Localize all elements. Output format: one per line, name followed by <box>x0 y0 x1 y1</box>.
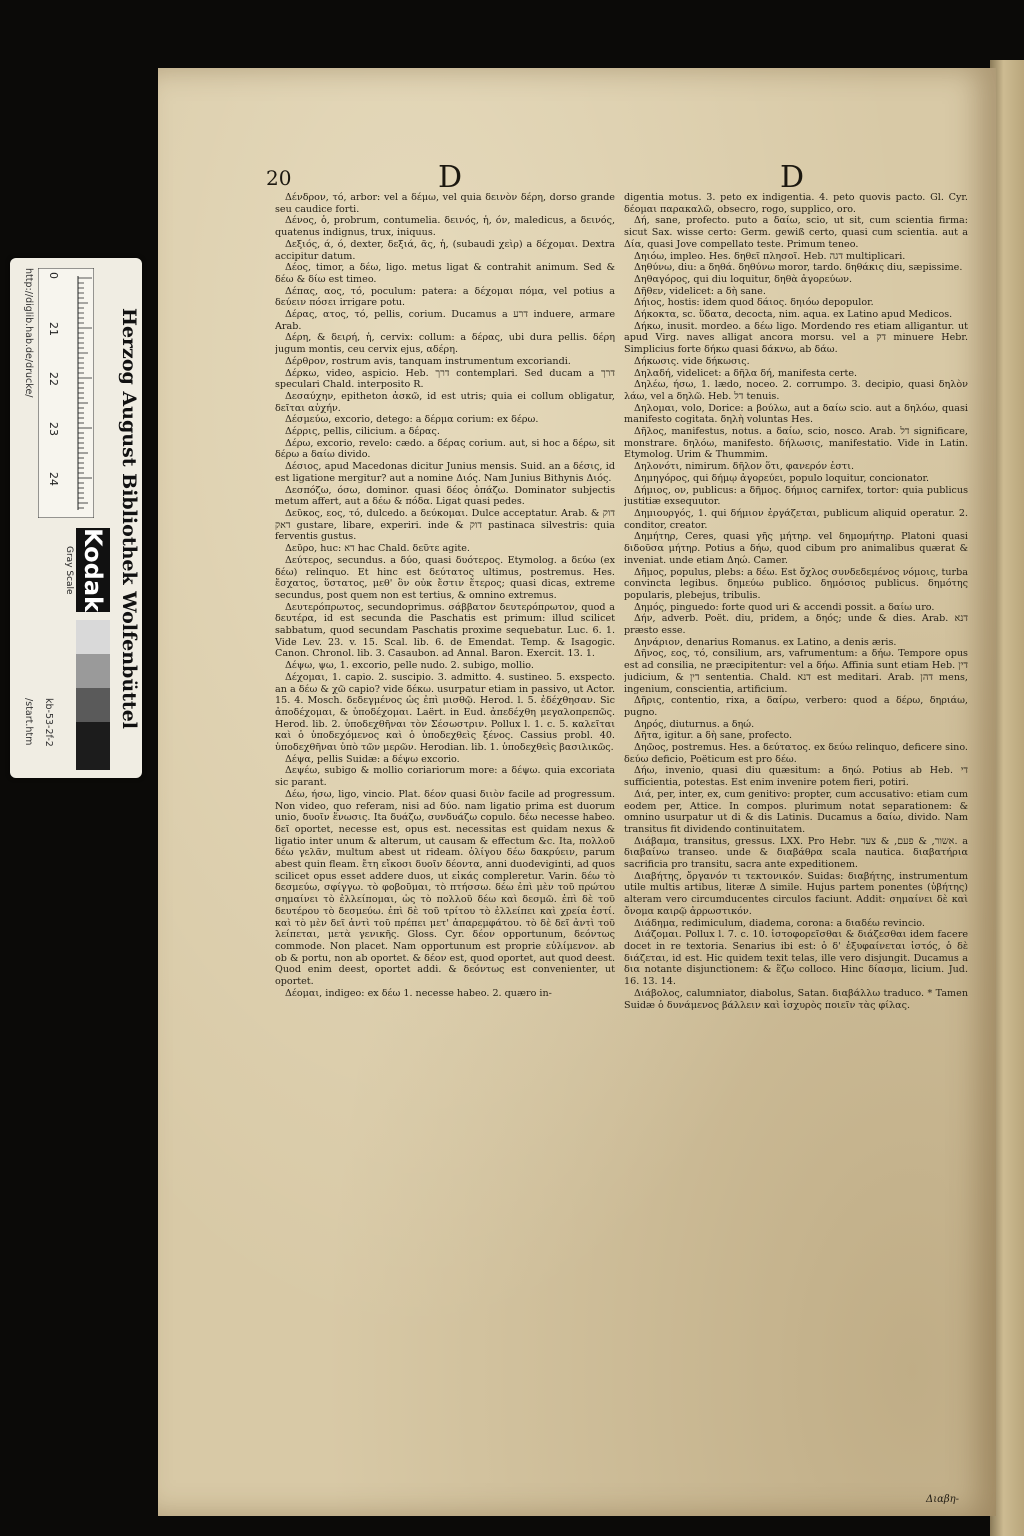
dictionary-entry: Δημιουργός, 1. qui δήμιον ἐργάζεται, publicum aliquid operatur. 2. conditor, creator. <box>624 507 968 531</box>
ruler-number-24: 24 <box>47 472 60 486</box>
dictionary-entry: Δῆλος, manifestus, notus. a δαίω, scio, nosco. Arab. דל significare, monstrare. δηλόω, manifesto. δήλωσις, manifestatio. Vide in Latin. Etymolog. Urim & Thummim. <box>624 426 968 461</box>
dictionary-entry: Δέομαι, indigeo: ex δέω 1. necesse habeo. 2. quæro in- <box>285 987 552 999</box>
dictionary-entry: Διάβαμα, transitus, gressus. LXX. Pro Hebr. אשור, & פעם, & צעד. a διαβαίνω transeo. unde & διαβάθρα scala nautica. διαβατήρια sacrificia pro transitu, sacra ante expeditionem. <box>624 835 968 871</box>
dictionary-entry: Δέχομαι, 1. capio. 2. suscipio. 3. admitto. 4. sustineo. 5. exspecto. an a δέω & χῶ capio? vide δέκω. usurpatur etiam in passivo, ut Actor. 15. 4. Mosch. δεδεγμένος ὡς ἐπὶ μισθῷ. Herod. l. 5. ἐδέχθησαν. Sic ἀποδέχομαι, & ὑποδέχομαι. Laërt. in Eud. ἀπεδέχθη μεγαλοπρεπῶς. Herod. lib. 2. ὑποδεχθῆναι τὸν Σέσωστριν. Pollux l. 1. c. 5. καλεῖται καὶ ὁ ὑποδεχόμενος καὶ ὁ ὑποδεχθεὶς ξένος. Cassius probl. 40. ὑποδεχθῆναι ὑπὸ τῶν μερῶν. Herodian. lib. 1. ὑποδεχθεὶς βασιλικῶς. <box>275 671 615 754</box>
dictionary-entry: Δεῦκος, εος, τό, dulcedo. a δεύκομαι. Dulce acceptatur. Arab. דוק & דאק gustare, libare, experiri. inde & דוק pastinaca silvestris: quia ferventis gustus. <box>275 507 615 543</box>
dictionary-entry: Δέσιος, apud Macedonas dicitur Junius mensis. Suid. an a δέσις, id est ligatione mergitur? aut a nomine Διός. Nam Junius Bithynis Διός. <box>275 461 615 484</box>
catchword: Διαβη- <box>926 1494 960 1505</box>
dictionary-entry: Δῆμος, populus, plebs: a δέω. Est ὄχλος συνδεδεμένος νόμοις, turba convincta legibus. δημεύω publico. δημόσιος publicus. δημότης popularis, plebejus, tribulis. <box>624 566 968 601</box>
ruler-number-22: 22 <box>47 372 60 386</box>
dictionary-entry: Δένος, ὁ, probrum, contumelia. δεινός, ἡ, όν, maledicus, a δεινός, quatenus indignus, trux, iniquus. <box>275 215 615 239</box>
dictionary-entry: Δέρη, & δειρή, ἡ, cervix: collum: a δέρας, ubi dura pellis. δέρη jugum montis, ceu cervix ejus, αδέρη. <box>275 332 615 356</box>
gray-swatch-3 <box>76 688 110 722</box>
dictionary-entry: Δήμιος, ον, publicus: a δῆμος. δήμιος carnifex, tortor: quia publicus justitiæ exsequutor. <box>624 484 968 508</box>
running-head-left: D <box>438 160 464 195</box>
dictionary-entry: Δηλαδή, videlicet: a δῆλα δή, manifesta certe. <box>634 367 858 379</box>
dictionary-entry: digentia motus. 3. peto ex indigentia. 4. peto quovis pacto. Gl. Cyr. δέομαι παρακαλῶ, obsecro, rogo, supplico, oro. <box>624 192 968 215</box>
library-color-strip <box>10 258 142 778</box>
dictionary-entry: Δέρθρον, rostrum avis, tanquam instrumentum excoriandi. <box>285 355 571 367</box>
running-head-right: D <box>780 160 806 195</box>
dictionary-entry: Δέπας, αος, τό, poculum: patera: a δέχομαι πόμα, vel potius a δεύειν πόσει irrigare potu. <box>275 285 615 309</box>
dictionary-entry: Δήιος, hostis: idem quod δάιος. δηιόω depopulor. <box>634 297 874 309</box>
gray-swatch-4 <box>76 722 110 770</box>
dictionary-entry: Δήκοκτα, sc. ὕδατα, decocta, nim. aqua. ex Latino apud Medicos. <box>634 309 953 321</box>
dictionary-entry: Δέρρις, pellis, cilicium. a δέρας. <box>285 426 440 438</box>
dictionary-entry: Διαβήτης, ὄργανόν τι τεκτονικόν. Suidas: διαβήτης, instrumentum utile multis artibus, literæ Δ simile. Hujus partem ponentes (ὑβήτης) alteram vero circumducentes circulos faciunt. Addit: σημαίνει δὲ καὶ ὄνομα καιρῷ ἀρρωστικόν. <box>624 870 968 917</box>
ruler-number-21: 21 <box>47 322 60 336</box>
dictionary-entry: Δῆνος, εος, τό, consilium, ars, vafrumentum: a δήω. Tempore opus est ad consilia, ne præcipitentur: vel a δήω. Affinia sunt etiam Heb. דין judicium, & דין sententia. Chald. דנא est meditari. Arab. דהן mens, ingenium, conscientia, artificium. <box>624 648 968 695</box>
dictionary-entry: Δήκωσις. vide δήκωσις. <box>634 355 750 367</box>
dictionary-entry: Δήω, invenio, quasi diu quæsitum: a δηώ. Potius ab Heb. די sufficientia, potestas. Est enim invenire potem fieri, potiri. <box>624 765 968 789</box>
dictionary-entry: Διάβολος, calumniator, diabolus, Satan. διαβάλλω traduco. * Tamen Suidæ ὁ δυνάμενος βάλλειν καὶ ἰσχυρὸς ποιεῖν τὰς φίλας. <box>624 987 968 1011</box>
dictionary-entry: Δέρκω, video, aspicio. Heb. דרך contemplari. Sed ducam a דרך speculari Chald. interposito R. <box>275 367 615 391</box>
dictionary-entry: Δέω, ήσω, ligo, vincio. Plat. δέον quasi διιὸν facile ad progressum. Non video, quo referam, nisi ad δύο. nam ligatio prima est duorum unio, δυοῖν ἕνωσις. Ita δυάζω, συνδυάζω copulo. δέω necesse habeo. δεῖ oportet, necesse est, opus est. necessitas est quidam nexus & ligatio inter unum & alterum, ut causam & effectum &c. Ita, πολλοῦ δέω γελᾶν, multum abest ut rideam. ὀλίγου δέω δακρύειν, parum abest quin fleam. ἔτη εἴκοσι δυοῖν δέοντα, anni duodeviginti, ad quos scilicet opus esset addere duos, ut εἰκάς compleretur. Varin. δέω τὸ δεσμεύω, σφίγγω. τὸ φοβοῦμαι, τὸ πτήσσω. δέω ἐπὶ μὲν τοῦ πρώτου σημαίνει τὸ ἐλλείπομαι, ὡς τὸ πολλοῦ δέω καὶ δεσμῶ. ἐπὶ δὲ τοῦ δευτέρου τὸ δεσμεύω. ἐπὶ δὲ τοῦ τρίτου τὸ ἐλλείπει καὶ χρεία ἐστί. καὶ τὸ μὲν δεῖ ἀντὶ τοῦ πρέπει μετ' ἀπαρεμφάτου. τὸ δὲ δεῖ ἀντὶ τοῦ λείπεται, μετὰ γενικῆς. Gloss. Cyr. δέον opportunum, δεόντως commode. Non placet. Nam opportunum est proprie εὐλίμενον. ab ob & portu, non ab oportet. & δέον est, quod oportet, aut quod deest. Quod enim deest, oportet addi. & δεόντως est convenienter, ut oportet. <box>275 788 615 988</box>
dictionary-entry: Δηλομαι, volo, Dorice: a βούλω, aut a δαίω scio. aut a δηλόω, quasi manifesto cogitata. δηλὴ voluntas Hes. <box>624 402 968 426</box>
start-link-text: /start.htm <box>23 698 34 746</box>
dictionary-entry: Δεψέω, subigo & mollio coriariorum more: a δέψω. quia excoriata sic parant. <box>275 765 615 789</box>
dictionary-entry: Δέρας, ατος, τό, pellis, corium. Ducamus a דרע induere, armare Arab. <box>275 309 615 332</box>
left-column <box>275 192 615 1508</box>
dictionary-entry: Δημηγόρος, qui δήμῳ ἀγορεύει, populo loquitur, concionator. <box>634 472 930 484</box>
dictionary-entry: Δέρω, excorio, revelo: cædo. a δέρας corium. aut, si hoc a δέρω, sit δέρω a δαίω divido. <box>275 437 615 461</box>
dictionary-entry: Δή, sane, profecto. puto a δαίω, scio, ut sit, cum scientia firma: sicut Sax. wisse certo: Germ. gewiß certo, quasi cum scientia. aut a Δία, quasi Jove compellato teste. Primum teneo. <box>624 215 968 250</box>
dictionary-entry: Δῆρις, contentio, rixa, a δαίρω, verbero: quod a δέρω, δηριάω, pugno. <box>624 695 968 718</box>
dictionary-entry: Δεύτερος, secundus. a δύο, quasi δυότερος. Etymolog. a δεύω (ex δέω) relinquo. Et hinc est δεύτατος ultimus, postremus. Hes. ἔσχατος, ὕστατος, μεθ' ὃν οὐκ ἔστιν ἕτερος; quasi dicas, extreme secundus, post quem non est tertius, & omnino extremus. <box>275 554 615 601</box>
gray-swatch-2 <box>76 654 110 688</box>
dictionary-entry: Δεσαύχην, epitheton ἀσκῶ, id est utris; quia ei collum obligatur, δεῖται αὐχήν. <box>275 390 615 414</box>
dictionary-entry: Διάζομαι. Pollux l. 7. c. 10. ἱστοφορεῖσθαι & διάζεσθαι idem facere docet in re textoria. Senarius ibi est: ὁ δ' ἐξυφαίνεται ἱστός, ὁ δὲ διάζεται, id est. Hic quidem texit telas, ille vero disjungit. Ducamus a δια notante disjunctionem: & ἕζω colloco. Hinc δίασμα, licium. Jud. 16. 13. 14. <box>624 929 968 988</box>
ruler-number-0: 0 <box>47 272 60 279</box>
dictionary-entry: Δημήτηρ, Ceres, quasi γῆς μήτηρ. vel δημομήτηρ. Platoni quasi διδοῦσα μήτηρ. Potius a δήω, quod cibum pro animalibus quærat & inveniat. unde etiam Δηώ. Camer. <box>624 531 968 566</box>
dictionary-entry: Δεσπόζω, όσω, dominor. quasi δέος ὀπάζω. Dominator subjectis metum affert, aut a δέω & πόδα. Ligat quasi pedes. <box>275 484 615 508</box>
dictionary-entry: Δῆθεν, videlicet: a δὴ sane. <box>634 285 766 297</box>
dictionary-entry: Δήν, adverb. Poët. diu, pridem, a δηός; unde & dies. Arab. דנא præsto esse. <box>624 613 968 637</box>
ruler-number-23: 23 <box>47 422 60 436</box>
page-number: 20 <box>266 166 292 190</box>
dictionary-entry: Δηιόω, impleo. Hes. δηθεῖ πλησοῖ. Heb. דגה multiplicari. <box>634 250 906 262</box>
dictionary-entry: Δέσμεύω, excorio, detego: a δέρμα corium: ex δέρω. <box>285 414 539 426</box>
dictionary-entry: Δήκω, inusit. mordeo. a δέω ligo. Mordendo res etiam alligantur. ut apud Virg. naves alligat ancora morsu. vel a דק minuere Hebr. Simplicius forte δήκω quasi δάκνω, ab δάω. <box>624 320 968 356</box>
gray-swatch-1 <box>76 620 110 654</box>
library-url: http://diglib.hab.de/drucke/ <box>23 268 34 398</box>
dictionary-entry: Δηρός, diuturnus. a δηώ. <box>634 718 755 730</box>
dictionary-entry: Δέψα, pellis Suidæ: a δέψω excorio. <box>285 753 460 765</box>
dictionary-entry: Διάδημα, redimiculum, diadema, corona: a διαδέω revincio. <box>634 917 925 929</box>
dictionary-entry: Δηθαγόρος, qui diu loquitur, δηθὰ ἀγορεύων. <box>634 273 853 285</box>
dictionary-entry: Δηλονότι, nimirum. δῆλον ὅτι, φανερόν ἐστι. <box>634 461 855 473</box>
dictionary-entry: Δέος, timor, a δέω, ligo. metus ligat & contrahit animum. Sed & δέω & δίω est timeo. <box>275 262 615 285</box>
dictionary-entry: Δηλέω, ήσω, 1. lædo, noceo. 2. corrumpo. 3. decipio, quasi δηλὸν λάω, vel a δηλῶ. Heb. דל tenuis. <box>624 379 968 402</box>
dictionary-entry: Δένδρον, τό, arbor: vel a δέμω, vel quia δεινὸν δέρη, dorso grande seu caudice forti. <box>275 192 615 215</box>
dictionary-entry: Δεξιός, ά, ό, dexter, δεξιά, ᾶς, ἡ, (subaudi χεὶρ) a δέχομαι. Dextra accipitur datum. <box>275 238 615 262</box>
shelf-signature: kb-53-2f-2 <box>43 698 54 747</box>
dictionary-entry: Δευτερόπρωτος, secundoprimus. σάββατον δευτερόπρωτον, quod a δευτέρα, id est secunda die Paschatis est primum: illud scilicet sabbatum, quod secundam Paschatis proxime sequebatur. Luc. 6. 1. Vide Lev. 23. v. 15. Scal. lib. 6. de Emendat. Temp. & Isagogic. Canon. Chronol. lib. 3. Casaubon. ad Annal. Baron. Exercit. 13. 1. <box>275 601 615 660</box>
dictionary-entry: Δηθύνω, diu: a δηθά. δηθύνω moror, tardo. δηθάκις diu, sæpissime. <box>634 262 963 274</box>
dictionary-entry: Δῆτα, igitur. a δὴ sane, profecto. <box>634 730 793 742</box>
dictionary-entry: Δέψω, ψω, 1. excorio, pelle nudo. 2. subigo, mollio. <box>285 660 534 672</box>
library-name: Herzog August Bibliothek Wolfenbüttel <box>118 307 140 729</box>
dictionary-entry: Δηῶος, postremus. Hes. a δεύτατος. ex δεύω relinquo, deficere sino. δεύω deficio, Poëticum est pro δέω. <box>624 742 968 765</box>
dictionary-entry: Δηνάριον, denarius Romanus. ex Latino, a denis æris. <box>634 636 897 648</box>
dictionary-entry: Δημός, pinguedo: forte quod uri & accendi possit. a δαίω uro. <box>634 601 935 613</box>
right-column <box>624 192 968 1508</box>
dictionary-entry: Διά, per, inter, ex, cum genitivo: propter, cum accusativo: etiam cum eodem per, Attice. In compos. plurimum notat separationem: & omnino usurpatur ut di & dis Latinis. Ducamus a δαίω, divido. Nam transitus fit dividendo continuitatem. <box>624 788 968 835</box>
dictionary-entry: Δεῦρο, huc: דא hac Chald. δεῦτε agite. <box>285 543 470 555</box>
kodak-logo: Kodak <box>76 528 110 612</box>
gray-scale-label: Gray Scale <box>64 545 74 595</box>
